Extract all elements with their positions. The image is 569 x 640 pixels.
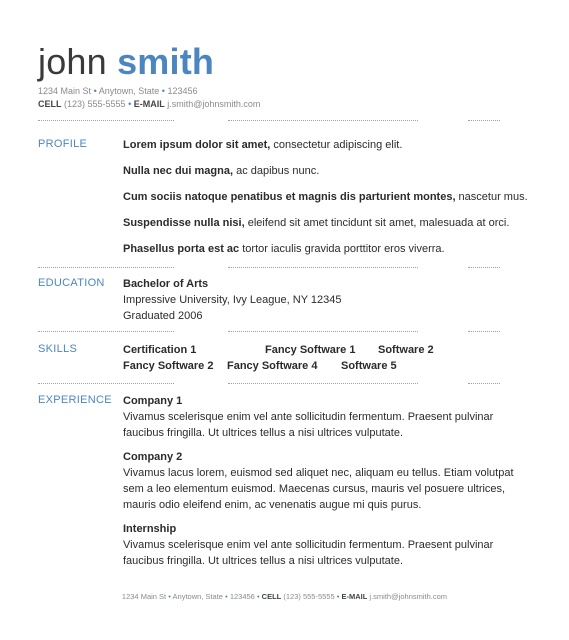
experience-section [123, 393, 528, 577]
profile-label: PROFILE [38, 138, 88, 150]
job-entry [123, 449, 528, 513]
job-title: Company 2 [123, 451, 183, 463]
job-entry [123, 393, 528, 441]
first-name: john [38, 41, 107, 82]
section-divider [38, 267, 500, 269]
skill-item: Software 5 [341, 360, 397, 372]
bullet-icon: • [256, 592, 260, 601]
profile-line: Phasellus porta est ac tortor iaculis gravida porttitor eros viverra. [123, 243, 445, 255]
job-description: Vivamus scelerisque enim vel ante sollicitudin fermentum. Praesent pulvinar faucibus fringilla. Ut ultrices tellus a nisi ultrices vulputate. [123, 411, 494, 439]
bullet-icon: • [93, 86, 97, 96]
skill-item: Fancy Software 2 [123, 360, 214, 372]
skill-item: Software 2 [378, 344, 434, 356]
contact-line [38, 99, 260, 109]
email-label: E-MAIL [133, 99, 165, 109]
address-line [38, 86, 198, 96]
skills-section [123, 342, 533, 374]
bullet-icon: • [161, 86, 165, 96]
zip: 123456 [167, 86, 198, 96]
job-entry [123, 521, 528, 569]
section-divider [38, 383, 500, 385]
section-divider [38, 331, 500, 333]
profile-line: Nulla nec dui magna, ac dapibus nunc. [123, 165, 320, 177]
skill-item: Fancy Software 4 [227, 360, 318, 372]
cell-label: CELL [38, 99, 62, 109]
education-section [123, 276, 533, 324]
city: Anytown, State [98, 86, 160, 96]
last-name: smith [117, 41, 215, 82]
profile-line: Cum sociis natoque penatibus et magnis dis parturient montes, nascetur mus. [123, 191, 528, 203]
email-address: j.smith@johnsmith.com [167, 99, 261, 109]
cell-number: (123) 555-5555 [64, 99, 126, 109]
skill-item: Certification 1 [123, 344, 197, 356]
degree: Bachelor of Arts [123, 278, 209, 290]
experience-label: EXPERIENCE [38, 394, 112, 406]
job-description: Vivamus lacus lorem, euismod sed aliquet nec, aliquam eu tellus. Etiam volutpat sem a leo elementum euismod. Maecenas cursus, mauris vel posuere ultrices, mauris odio eleifend enim, ac venenatis augue mi quis purus. [123, 467, 514, 511]
job-description: Vivamus scelerisque enim vel ante sollicitudin fermentum. Praesent pulvinar faucibus fringilla. Ut ultrices tellus a nisi ultrices vulputate. [123, 539, 494, 567]
street: 1234 Main St [38, 86, 92, 96]
bullet-icon: • [168, 592, 171, 601]
graduated: Graduated 2006 [123, 310, 203, 322]
job-title: Company 1 [123, 395, 183, 407]
education-label: EDUCATION [38, 277, 105, 289]
job-title: Internship [123, 523, 177, 535]
section-divider [38, 120, 500, 122]
bullet-icon: • [128, 99, 132, 109]
footer-contact: 1234 Main St • Anytown, State • 123456 • CELL (123) 555-5555 • E-MAIL j.smith@johnsmith.com [121, 592, 448, 601]
school: Impressive University, Ivy League, NY 12345 [123, 294, 342, 306]
profile-line: Lorem ipsum dolor sit amet, consectetur adipiscing elit. [123, 139, 403, 151]
profile-line: Suspendisse nulla nisi, eleifend sit amet tincidunt sit amet, malesuada at orci. [123, 217, 510, 229]
skills-label: SKILLS [38, 343, 78, 355]
resume-name [38, 40, 214, 84]
bullet-icon: • [225, 592, 228, 601]
bullet-icon: • [336, 592, 340, 601]
skill-item: Fancy Software 1 [265, 344, 356, 356]
profile-section [123, 137, 533, 267]
